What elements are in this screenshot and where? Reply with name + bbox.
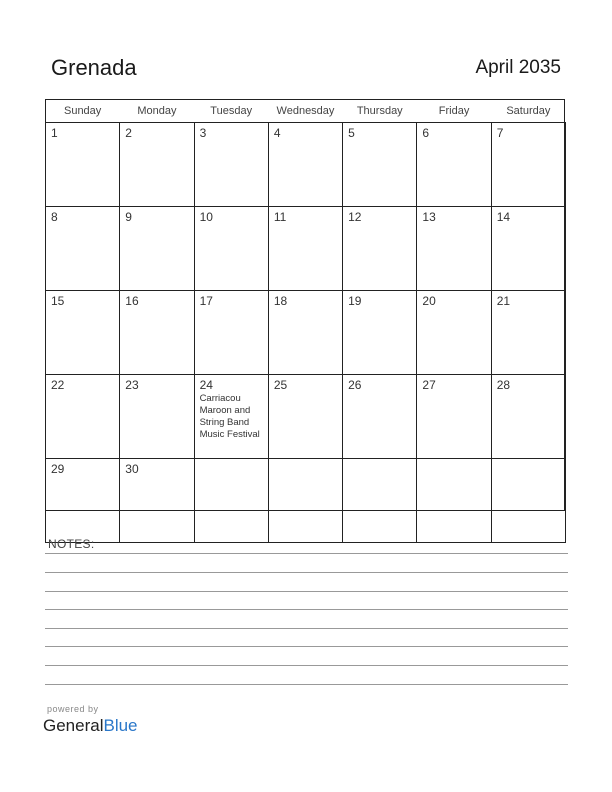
- calendar-day-cell: [46, 291, 120, 375]
- calendar-day-cell: [46, 375, 120, 459]
- day-number: 9: [125, 210, 132, 224]
- day-number: 11: [273, 210, 287, 224]
- brand-general: General: [43, 716, 104, 735]
- calendar-day-cell: [120, 459, 194, 543]
- day-number: 13: [422, 210, 436, 224]
- weekday-header: Thursday: [343, 99, 417, 123]
- calendar-day-cell: [343, 207, 417, 291]
- day-number: 5: [348, 126, 355, 140]
- calendar-day-cell: [46, 459, 120, 543]
- calendar-day-cell: [268, 291, 342, 375]
- calendar-day-cell: [46, 123, 120, 207]
- calendar-day-cell: [120, 291, 194, 375]
- generalblue-logo: [43, 716, 138, 736]
- calendar-week-row: [46, 123, 566, 207]
- calendar-day-cell: [417, 207, 491, 291]
- brand-blue: Blue: [103, 716, 138, 735]
- calendar-day-cell: [343, 123, 417, 207]
- calendar-day-cell: [417, 291, 491, 375]
- calendar-day-cell: [491, 123, 565, 207]
- calendar-week-row: [46, 291, 566, 375]
- note-line: [45, 665, 568, 666]
- day-number: 16: [125, 294, 139, 308]
- note-line: [45, 628, 568, 629]
- day-number: 20: [422, 294, 436, 308]
- weekday-header: Tuesday: [194, 99, 268, 123]
- day-number: 30: [125, 462, 139, 476]
- calendar-day-cell: [194, 123, 268, 207]
- holiday-event: Carriacou Maroon and String Band Music Festival: [199, 393, 260, 440]
- day-number: 1: [51, 126, 58, 140]
- day-number: 8: [51, 210, 58, 224]
- calendar-day-cell: [46, 207, 120, 291]
- day-number: 27: [422, 378, 436, 392]
- calendar-day-cell: [417, 123, 491, 207]
- calendar-day-cell: [194, 207, 268, 291]
- note-line: [45, 591, 568, 592]
- day-number: 26: [348, 378, 362, 392]
- day-number: 3: [199, 126, 207, 140]
- powered-by-text: powered by: [47, 704, 99, 714]
- day-number: 21: [496, 294, 511, 308]
- day-number: 7: [496, 126, 504, 140]
- notes-label: NOTES:: [48, 537, 95, 551]
- calendar-day-cell: [120, 123, 194, 207]
- day-number: 4: [273, 126, 281, 140]
- note-line: [45, 553, 568, 554]
- calendar-day-cell: [491, 207, 565, 291]
- note-line: [45, 684, 568, 685]
- day-number: 19: [348, 294, 362, 308]
- day-number: 6: [422, 126, 430, 140]
- day-number: 12: [348, 210, 362, 224]
- calendar-day-cell: [343, 375, 417, 459]
- calendar-day-cell: [491, 291, 565, 375]
- calendar-grid: [45, 99, 566, 543]
- calendar-month-title: April 2035: [475, 57, 561, 78]
- day-number: 22: [51, 378, 65, 392]
- weekday-header: Monday: [120, 99, 194, 123]
- day-number: 29: [51, 462, 65, 476]
- calendar-country-title: Grenada: [51, 55, 137, 80]
- calendar-day-cell: [120, 207, 194, 291]
- day-number: 15: [51, 294, 65, 308]
- note-line: [45, 646, 568, 647]
- day-number: 2: [125, 126, 132, 140]
- note-line: [45, 609, 568, 610]
- calendar-day-cell: [417, 375, 491, 459]
- calendar-day-cell: [417, 459, 491, 543]
- weekday-header: Sunday: [46, 99, 120, 123]
- day-number: 10: [199, 210, 213, 224]
- calendar-day-cell: [120, 375, 194, 459]
- calendar-day-cell: [194, 375, 268, 459]
- day-number: 17: [199, 294, 213, 308]
- day-number: 23: [125, 378, 139, 392]
- day-number: 28: [496, 378, 511, 392]
- calendar-day-cell: [268, 123, 342, 207]
- note-line: [45, 572, 568, 573]
- day-number: 24: [199, 378, 213, 392]
- calendar-day-cell: [194, 459, 268, 543]
- calendar-day-cell: [194, 291, 268, 375]
- weekday-header-row: [46, 99, 566, 123]
- day-number: 18: [273, 294, 288, 308]
- weekday-header: Saturday: [491, 99, 565, 123]
- calendar-day-cell: [268, 375, 342, 459]
- calendar-day-cell: [343, 459, 417, 543]
- calendar-week-row: [46, 207, 566, 291]
- calendar-day-cell: [491, 459, 565, 543]
- day-number: 25: [273, 378, 288, 392]
- calendar-day-cell: [491, 375, 565, 459]
- calendar-day-cell: [343, 291, 417, 375]
- weekday-header: Wednesday: [268, 99, 342, 123]
- calendar-day-cell: [268, 459, 342, 543]
- weekday-header: Friday: [417, 99, 491, 123]
- calendar-week-row: [46, 459, 566, 543]
- calendar-week-row: [46, 375, 566, 459]
- day-number: 14: [496, 210, 511, 224]
- calendar-day-cell: [268, 207, 342, 291]
